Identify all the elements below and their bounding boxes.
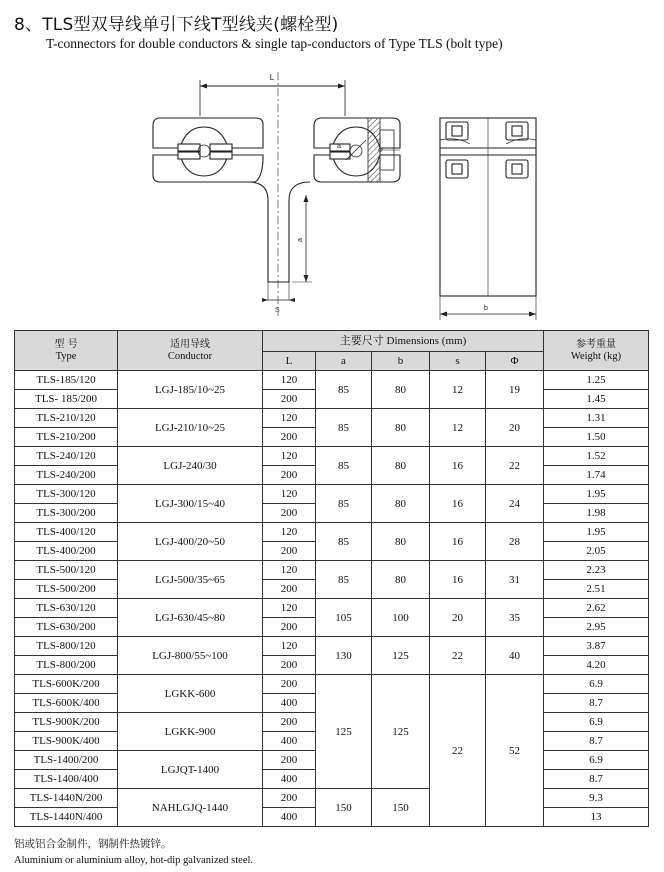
type-cell: TLS-1400/400 xyxy=(15,770,118,789)
page-title: 8、TLS型双导线单引下线T型线夹(螺栓型) xyxy=(14,15,339,35)
weight-cell: 1.98 xyxy=(544,504,649,523)
conductor-cell: LGJ-185/10~25 xyxy=(118,371,263,409)
header-weight: 参考重量 Weight (kg) xyxy=(544,331,649,371)
s-cell: 16 xyxy=(430,523,486,561)
table-row xyxy=(15,523,649,542)
phi-cell: 31 xyxy=(486,561,544,599)
type-cell: TLS-800/200 xyxy=(15,656,118,675)
type-cell: TLS-1400/200 xyxy=(15,751,118,770)
header-b: b xyxy=(372,352,430,371)
s-cell: 16 xyxy=(430,561,486,599)
type-cell: TLS-900K/400 xyxy=(15,732,118,751)
L-cell: 200 xyxy=(263,789,316,808)
a-cell: 85 xyxy=(316,561,372,599)
L-cell: 120 xyxy=(263,409,316,428)
a-cell: 85 xyxy=(316,523,372,561)
L-cell: 400 xyxy=(263,732,316,751)
s-cell: 12 xyxy=(430,409,486,447)
weight-cell: 9.3 xyxy=(544,789,649,808)
conductor-cell: LGJ-500/35~65 xyxy=(118,561,263,599)
weight-cell: 8.7 xyxy=(544,694,649,713)
b-cell: 80 xyxy=(372,523,430,561)
a-cell: 105 xyxy=(316,599,372,637)
phi-cell: 22 xyxy=(486,447,544,485)
s-cell: 16 xyxy=(430,485,486,523)
L-cell: 120 xyxy=(263,371,316,390)
weight-cell: 2.62 xyxy=(544,599,649,618)
conductor-cell: LGJ-300/15~40 xyxy=(118,485,263,523)
type-cell: TLS-400/120 xyxy=(15,523,118,542)
type-cell: TLS- 185/200 xyxy=(15,390,118,409)
type-cell: TLS-900K/200 xyxy=(15,713,118,732)
type-cell: TLS-600K/400 xyxy=(15,694,118,713)
weight-cell: 2.95 xyxy=(544,618,649,637)
header-a: a xyxy=(316,352,372,371)
L-cell: 400 xyxy=(263,694,316,713)
table-row xyxy=(15,599,649,618)
a-cell: 125 xyxy=(316,675,372,789)
label-S: S xyxy=(275,307,280,314)
table-row xyxy=(15,485,649,504)
a-cell: 85 xyxy=(316,371,372,409)
type-cell: TLS-800/120 xyxy=(15,637,118,656)
header-conductor: 适用导线 Conductor xyxy=(118,331,263,371)
note-en: Aluminium or aluminium alloy, hot-dip galvanized steel. xyxy=(14,855,254,866)
type-cell: TLS-630/120 xyxy=(15,599,118,618)
header-phi: Φ xyxy=(486,352,544,371)
weight-cell: 6.9 xyxy=(544,713,649,732)
weight-cell: 2.05 xyxy=(544,542,649,561)
weight-cell: 2.23 xyxy=(544,561,649,580)
L-cell: 200 xyxy=(263,428,316,447)
L-cell: 120 xyxy=(263,561,316,580)
table-row xyxy=(15,637,649,656)
L-cell: 200 xyxy=(263,675,316,694)
L-cell: 120 xyxy=(263,523,316,542)
table-row xyxy=(15,789,649,808)
specification-table xyxy=(14,330,649,827)
weight-cell: 1.52 xyxy=(544,447,649,466)
weight-cell: 3.87 xyxy=(544,637,649,656)
L-cell: 400 xyxy=(263,770,316,789)
weight-cell: 8.7 xyxy=(544,732,649,751)
a-cell: 85 xyxy=(316,409,372,447)
conductor-cell: LGJ-400/20~50 xyxy=(118,523,263,561)
weight-cell: 13 xyxy=(544,808,649,827)
right-clamp-upper xyxy=(314,118,400,148)
phi-cell: 35 xyxy=(486,599,544,637)
conductor-cell: LGJ-800/55~100 xyxy=(118,637,263,675)
type-cell: TLS-1440N/400 xyxy=(15,808,118,827)
table-row xyxy=(15,371,649,390)
type-cell: TLS-500/200 xyxy=(15,580,118,599)
type-cell: TLS-500/120 xyxy=(15,561,118,580)
conductor-cell: LGJ-240/30 xyxy=(118,447,263,485)
a-cell: 85 xyxy=(316,485,372,523)
page-subtitle: T-connectors for double conductors & single tap-conductors of Type TLS (bolt type) xyxy=(46,36,503,51)
technical-drawing xyxy=(0,60,664,328)
tap-stem xyxy=(248,182,310,282)
phi-cell: 19 xyxy=(486,371,544,409)
type-cell: TLS-630/200 xyxy=(15,618,118,637)
L-cell: 200 xyxy=(263,504,316,523)
label-a: a xyxy=(337,143,341,150)
type-cell: TLS-240/120 xyxy=(15,447,118,466)
L-cell: 200 xyxy=(263,390,316,409)
label-b: b xyxy=(484,305,488,312)
s-cell: 20 xyxy=(430,599,486,637)
b-cell: 125 xyxy=(372,637,430,675)
L-cell: 400 xyxy=(263,808,316,827)
L-cell: 200 xyxy=(263,751,316,770)
type-cell: TLS-400/200 xyxy=(15,542,118,561)
phi-cell: 40 xyxy=(486,637,544,675)
type-cell: TLS-1440N/200 xyxy=(15,789,118,808)
table-row xyxy=(15,561,649,580)
table-row xyxy=(15,447,649,466)
a-cell: 130 xyxy=(316,637,372,675)
label-L: L xyxy=(269,73,275,82)
table-row xyxy=(15,675,649,694)
L-cell: 200 xyxy=(263,656,316,675)
phi-cell: 28 xyxy=(486,523,544,561)
s-cell: 22 xyxy=(430,675,486,827)
b-cell: 80 xyxy=(372,409,430,447)
type-cell: TLS-300/120 xyxy=(15,485,118,504)
type-cell: TLS-185/120 xyxy=(15,371,118,390)
weight-cell: 6.9 xyxy=(544,751,649,770)
conductor-cell: NAHLGJQ-1440 xyxy=(118,789,263,827)
type-cell: TLS-300/200 xyxy=(15,504,118,523)
L-cell: 120 xyxy=(263,447,316,466)
weight-cell: 1.50 xyxy=(544,428,649,447)
a-cell: 150 xyxy=(316,789,372,827)
weight-cell: 2.51 xyxy=(544,580,649,599)
a-cell: 85 xyxy=(316,447,372,485)
L-cell: 200 xyxy=(263,618,316,637)
L-cell: 120 xyxy=(263,637,316,656)
type-cell: TLS-240/200 xyxy=(15,466,118,485)
weight-cell: 1.45 xyxy=(544,390,649,409)
type-cell: TLS-210/200 xyxy=(15,428,118,447)
left-clamp-upper xyxy=(153,118,263,148)
weight-cell: 1.95 xyxy=(544,523,649,542)
svg-text:a: a xyxy=(297,238,304,242)
type-cell: TLS-600K/200 xyxy=(15,675,118,694)
L-cell: 200 xyxy=(263,580,316,599)
header-type: 型 号 Type xyxy=(15,331,118,371)
header-L: L xyxy=(263,352,316,371)
L-cell: 120 xyxy=(263,599,316,618)
label-phi: Φ xyxy=(378,148,383,154)
L-cell: 200 xyxy=(263,466,316,485)
b-cell: 80 xyxy=(372,447,430,485)
phi-cell: 20 xyxy=(486,409,544,447)
s-cell: 12 xyxy=(430,371,486,409)
type-cell: TLS-210/120 xyxy=(15,409,118,428)
b-cell: 80 xyxy=(372,561,430,599)
weight-cell: 1.25 xyxy=(544,371,649,390)
phi-cell: 52 xyxy=(486,675,544,827)
header-s: s xyxy=(430,352,486,371)
weight-cell: 1.31 xyxy=(544,409,649,428)
b-cell: 80 xyxy=(372,485,430,523)
L-cell: 120 xyxy=(263,485,316,504)
note-cn: 铝或铝合金制件，钢制件热镀锌。 xyxy=(14,838,172,850)
b-cell: 100 xyxy=(372,599,430,637)
weight-cell: 6.9 xyxy=(544,675,649,694)
L-cell: 200 xyxy=(263,713,316,732)
s-cell: 22 xyxy=(430,637,486,675)
weight-cell: 1.95 xyxy=(544,485,649,504)
conductor-cell: LGKK-900 xyxy=(118,713,263,751)
b-cell: 125 xyxy=(372,675,430,789)
conductor-cell: LGJ-630/45~80 xyxy=(118,599,263,637)
weight-cell: 8.7 xyxy=(544,770,649,789)
conductor-cell: LGJ-210/10~25 xyxy=(118,409,263,447)
conductor-cell: LGKK-600 xyxy=(118,675,263,713)
table-row xyxy=(15,409,649,428)
weight-cell: 4.20 xyxy=(544,656,649,675)
conductor-cell: LGJQT-1400 xyxy=(118,751,263,789)
b-cell: 80 xyxy=(372,371,430,409)
s-cell: 16 xyxy=(430,447,486,485)
header-dimensions: 主要尺寸 Dimensions (mm) xyxy=(263,331,544,352)
b-cell: 150 xyxy=(372,789,430,827)
weight-cell: 1.74 xyxy=(544,466,649,485)
phi-cell: 24 xyxy=(486,485,544,523)
left-clamp-lower xyxy=(153,155,263,182)
L-cell: 200 xyxy=(263,542,316,561)
